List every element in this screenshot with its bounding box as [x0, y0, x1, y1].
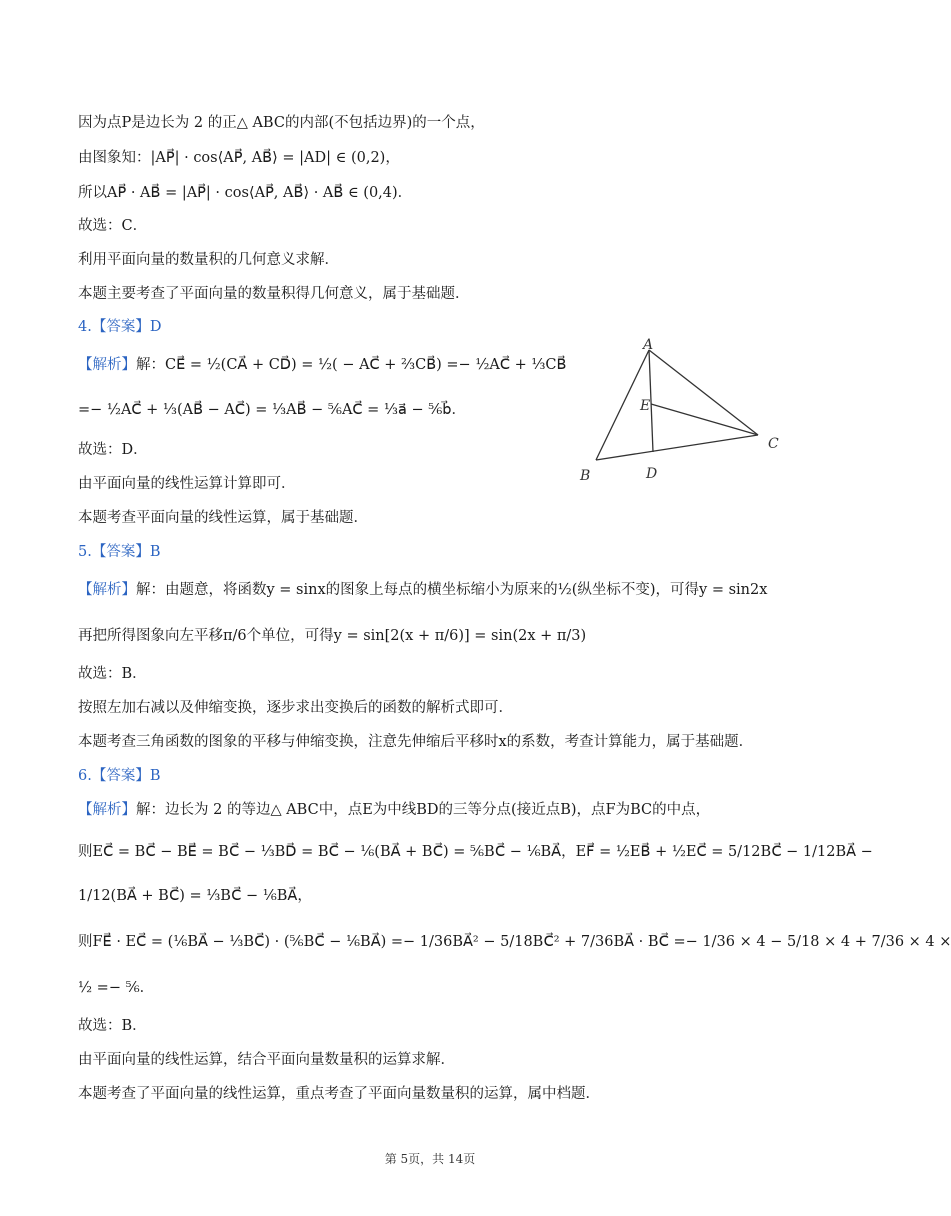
q6-answer-heading: 6.【答案】B	[78, 768, 161, 784]
q5-line5: 本题考查三角函数的图象的平移与伸缩变换，注意先伸缩后平移时x的系数，考查计算能力，属于基础题．	[78, 734, 754, 750]
triangle-figure	[570, 330, 790, 490]
q5-line2: 再把所得图象向左平移π/6个单位，可得y = sin[2(x + π/6)] = sin(2x + π/3)	[78, 628, 587, 644]
q6-line7: 由平面向量的线性运算，结合平面向量数量积的运算求解．	[78, 1052, 455, 1068]
text-line: 利用平面向量的数量积的几何意义求解．	[78, 252, 339, 268]
analysis-tag: 【解析】	[78, 802, 136, 818]
analysis-tag: 【解析】	[78, 582, 136, 598]
q5-line1: 解：由题意，将函数y = sinx的图象上每点的横坐标缩小为原来的½(纵坐标不变)，可得y = sin2x	[136, 582, 768, 598]
figure-label-b: B	[580, 468, 591, 484]
q5-line3: 故选：B．	[78, 666, 147, 682]
q5-line4: 按照左加右减以及伸缩变换，逐步求出变换后的函数的解析式即可．	[78, 700, 513, 716]
q6-line5: ½ =− ⅚．	[78, 980, 155, 996]
figure-label-d: D	[646, 466, 658, 482]
page-footer: 第 5页，共 14页	[384, 1152, 476, 1166]
figure-label-c: C	[768, 436, 779, 452]
text-line: 所以AP⃗ · AB⃗ = |AP⃗| · cos⟨AP⃗, AB⃗⟩ · AB⃗ ∈ (0,4)．	[78, 185, 413, 201]
q6-line4: 则FE⃗ · EC⃗ = (⅙BA⃗ − ⅓BC⃗) · (⅚BC⃗ − ⅙BA⃗) =− 1/36BA⃗² − 5/18BC⃗² + 7/36BA⃗ · BC⃗ =− 1/36 × 4 − 5/18 × 4 + 7/36 × 4 ×	[78, 934, 951, 950]
figure-label-e: E	[640, 398, 651, 414]
q4-analysis-line	[78, 355, 567, 375]
q6-line1: 解：边长为 2 的等边△ ABC中，点E为中线BD的三等分点(接近点B)，点F为BC的中点，	[136, 802, 711, 818]
q4-line4: 由平面向量的线性运算计算即可．	[78, 476, 296, 492]
text-line: 故选：C．	[78, 218, 148, 234]
q5-answer-heading: 5.【答案】B	[78, 544, 161, 560]
text-line: 由图象知：|AP⃗| · cos⟨AP⃗, AB⃗⟩ = |AD| ∈ (0,2)，	[78, 150, 400, 166]
q4-answer-heading: 4.【答案】D	[78, 319, 162, 335]
q6-line6: 故选：B．	[78, 1018, 147, 1034]
q4-line5: 本题考查平面向量的线性运算，属于基础题．	[78, 510, 368, 526]
q6-line3: 1/12(BA⃗ + BC⃗) = ⅓BC⃗ − ⅙BA⃗，	[78, 888, 312, 904]
figure-label-a: A	[643, 337, 654, 353]
text-line: 因为点P是边长为 2 的正△ ABC的内部(不包括边界)的一个点，	[78, 115, 485, 131]
q4-line1: 解：CE⃗ = ½(CA⃗ + CD⃗) = ½( − AC⃗ + ⅔CB⃗) =− ½AC⃗ + ⅓CB⃗	[136, 357, 567, 373]
q4-line2: =− ½AC⃗ + ⅓(AB⃗ − AC⃗) = ⅓AB⃗ − ⅚AC⃗ = ⅓a⃗ − ⅚b⃗．	[78, 402, 466, 418]
q5-analysis-line	[78, 580, 800, 600]
q4-line3: 故选：D．	[78, 442, 148, 458]
analysis-tag: 【解析】	[78, 357, 136, 373]
q6-line8: 本题考查了平面向量的线性运算，重点考查了平面向量数量积的运算，属中档题．	[78, 1086, 600, 1102]
q6-analysis-line	[78, 800, 800, 820]
q6-line2: 则EC⃗ = BC⃗ − BE⃗ = BC⃗ − ⅓BD⃗ = BC⃗ − ⅙(BA⃗ + BC⃗) = ⅚BC⃗ − ⅙BA⃗，EF⃗ = ½EB⃗ + ½EC⃗ = 5/12BC⃗ − 1/12BA⃗ −	[78, 844, 873, 860]
text-line: 本题主要考查了平面向量的数量积得几何意义，属于基础题．	[78, 286, 470, 302]
